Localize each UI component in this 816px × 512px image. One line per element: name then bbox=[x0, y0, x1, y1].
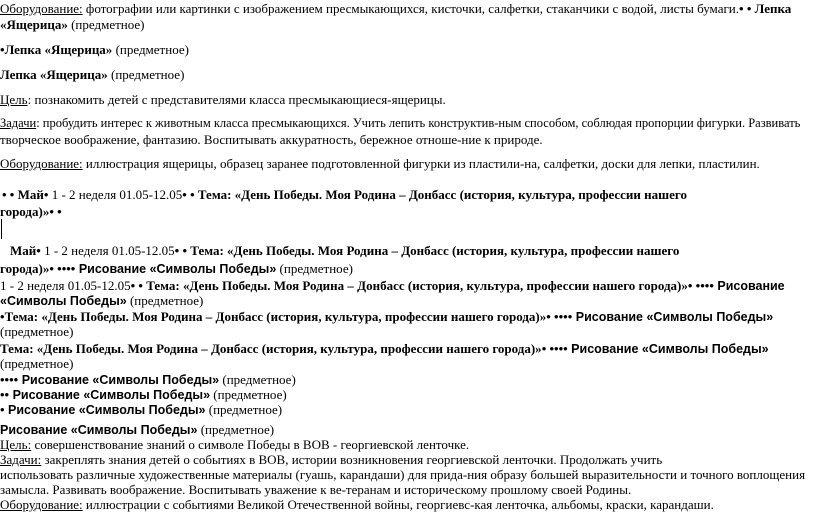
tasks-label: Задачи: bbox=[0, 452, 42, 467]
bullet-marks: • • bbox=[739, 1, 752, 16]
line-may-1-cont: города)»• • bbox=[0, 204, 62, 219]
line-theme-2-cont: (предметное) bbox=[0, 356, 74, 371]
line-title-2: •Лепка «Ящерица» (предметное) bbox=[0, 42, 189, 57]
tasks-label: Задачи bbox=[0, 116, 37, 130]
goal-label: Цель: bbox=[0, 437, 32, 452]
line-theme-2: Тема: «День Победы. Моя Родина – Донбасс (история, культура, профессии нашего города)»• •••• Рисование «Символы Победы» bbox=[0, 341, 769, 356]
line-equipment-3: Оборудование: иллюстрации с событиями Великой Отечественной войны, георгиевс-кая ленточка, альбомы, краски, карандаши. bbox=[0, 497, 714, 512]
line-equipment-1: Оборудование: фотографии или картинки с изображением пресмыкающихся, кисточки, салфетки, стаканчики с водой, листы бумаги.• • Лепка bbox=[0, 1, 792, 16]
line-theme-1: •Тема: «День Победы. Моя Родина – Донбасс (история, культура, профессии нашего города)»• •••• Рисование «Символы Победы» bbox=[0, 309, 774, 324]
bullet-marks: • bbox=[0, 42, 5, 57]
line-theme-1-cont: (предметное) bbox=[0, 324, 74, 339]
equipment-label: Оборудование: bbox=[0, 497, 83, 512]
line-may-2: Май• 1 - 2 неделя 01.05-12.05• • Тема: «День Победы. Моя Родина – Донбасс (история, культура, профессии нашего bbox=[10, 243, 680, 258]
line-equipment-2: Оборудование: иллюстрация ящерицы, образец заранее подготовленной фигурки из пластили-на, салфетки, доски для лепки, пластилин. bbox=[0, 156, 760, 171]
line-tasks-2-cont-1: использовать различные художественные материалы (гуашь, карандаши) для прида-ния образу большей выразительности и точного воплощения bbox=[0, 467, 806, 482]
line-goal-1: Цель: познакомить детей с представителями класса пресмыкающиеся-ящерицы. bbox=[0, 92, 446, 107]
line-drawing-4: Рисование «Символы Победы» (предметное) bbox=[0, 422, 275, 437]
line-drawing-1: •••• Рисование «Символы Победы» (предметное) bbox=[0, 372, 296, 387]
line-week: 1 - 2 неделя 01.05-12.05• • Тема: «День Победы. Моя Родина – Донбасс (история, культура, профессии нашего города)»• •••• Рисование bbox=[0, 278, 785, 293]
line-title-1: «Ящерица» (предметное) bbox=[0, 17, 145, 32]
equipment-label: Оборудование: bbox=[0, 156, 83, 171]
line-week-cont: «Символы Победы» (предметное) bbox=[0, 293, 204, 308]
line-tasks-2: Задачи: закреплять знания детей о событиях в ВОВ, истории возникновения георгиевской ленточки. Продолжать учить bbox=[0, 452, 663, 467]
line-may-1: • • Май• 1 - 2 неделя 01.05-12.05• • Тема: «День Победы. Моя Родина – Донбасс (история, культура, профессии нашего bbox=[2, 187, 687, 202]
goal-label: Цель bbox=[0, 92, 28, 107]
line-tasks-2-cont-2: замысла. Развивать воображение. Воспитывать уважение к ве-теранам и историческому прошлому своей Родины. bbox=[0, 482, 632, 497]
line-drawing-2: •• Рисование «Символы Победы» (предметное) bbox=[0, 387, 287, 402]
text-cursor bbox=[1, 219, 2, 239]
line-title-3: Лепка «Ящерица» (предметное) bbox=[0, 67, 185, 82]
line-tasks-1-cont: творческое воображение, фантазию. Воспитывать аккуратность, бережное отноше-ние к природе. bbox=[0, 132, 543, 147]
line-goal-2: Цель: совершенствование знаний о символе Победы в ВОВ - георгиевской ленточке. bbox=[0, 437, 470, 452]
line-tasks-1: Задачи: пробудить интерес к животным класса пресмыкающихся. Учить лепить конструктив-ным способом, соблюдая пропорции фигурки. Развивать bbox=[0, 116, 801, 130]
line-drawing-3: • Рисование «Символы Победы» (предметное) bbox=[0, 402, 283, 417]
equipment-label: Оборудование: bbox=[0, 1, 83, 16]
line-may-2-cont: города)»• •••• Рисование «Символы Победы» (предметное) bbox=[0, 261, 353, 276]
